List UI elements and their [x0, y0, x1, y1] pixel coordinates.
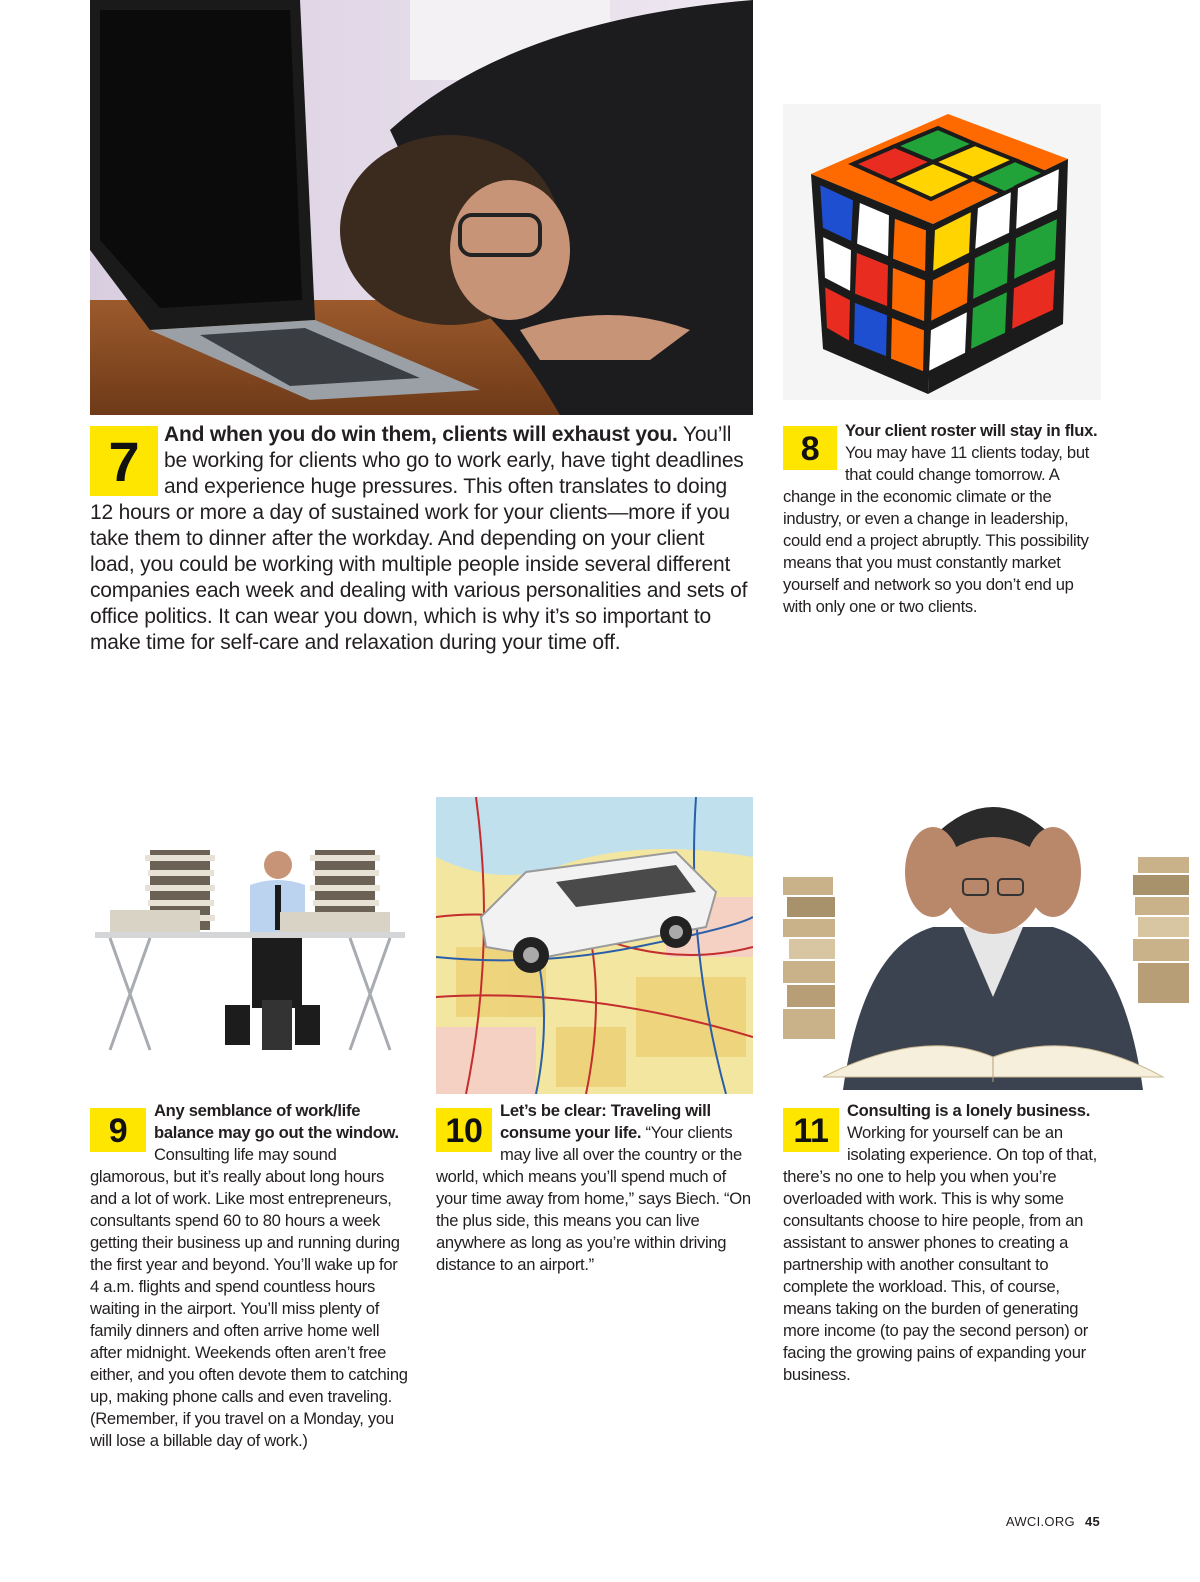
article-8 — [783, 420, 1101, 618]
photo-man-asleep-on-laptop — [90, 0, 753, 415]
number-badge: 9 — [90, 1108, 146, 1152]
article-11 — [783, 1100, 1101, 1386]
photo-man-at-desk-with-paper-stacks — [90, 840, 410, 1060]
article-lead: Your client roster will stay in flux. — [845, 421, 1098, 440]
article-body: You’ll be working for clients who go to work early, have tight deadlines and experience huge pressures. This often translates to doing 12 hours or more a day of sustained work for your clients—more if you take them to dinner after the workday. And depending on your client load, you could be working with multiple people inside several different companies each week and dealing with various personalities and sets of office politics. It can wear you down, which is why it’s so important to make time for self-care and relaxation during your time off. — [90, 423, 748, 654]
article-lead: And when you do win them, clients will exhaust you. — [164, 423, 678, 446]
photo-man-reading-book-stressed — [783, 797, 1189, 1090]
page-footer — [1006, 1514, 1100, 1529]
article-body: You may have 11 clients today, but that could change tomorrow. A change in the economic climate or the industry, or even a change in leadership, could end a project abruptly. This possibility means that you must constantly market yourself and network so you don’t end up with only one or two clients. — [783, 443, 1090, 616]
article-10 — [436, 1100, 754, 1276]
article-body: Working for yourself can be an isolating experience. On top of that, there’s no one to help you when you’re overloaded with work. This is why some consultants choose to hire people, from an assistant to answer phones to creating a partnership with another consultant to complete the workload. This, of course, means taking on the burden of generating more income (to pay the second person) or facing the growing pains of expanding your business. — [783, 1123, 1097, 1384]
photo-toy-car-on-map — [436, 797, 753, 1094]
article-9 — [90, 1100, 408, 1452]
article-lead: Consulting is a lonely business. — [847, 1101, 1091, 1120]
number-badge: 10 — [436, 1108, 492, 1152]
article-7 — [90, 422, 753, 656]
article-lead: Any semblance of work/life balance may go out the window. — [154, 1101, 399, 1142]
footer-site: AWCI.ORG — [1005, 1514, 1075, 1529]
photo-rubiks-cube — [783, 104, 1101, 400]
article-body: “Your clients may live all over the country or the world, which means you’ll spend much of your time away from home,” says Biech. “On the plus side, this means you can live anywhere as long as you’re within driving distance to an airport.” — [436, 1123, 751, 1274]
number-badge: 8 — [783, 426, 837, 470]
article-body: Consulting life may sound glamorous, but it’s really about long hours and a lot of work. Like most entrepreneurs, consultants spend 60 to 80 hours a week getting their business up and running during the first year and beyond. You’ll wake up for 4 a.m. flights and spend countless hours waiting in the airport. You’ll miss plenty of family dinners and often arrive home well after midnight. Weekends often aren’t free either, and you often devote them to catching up, making phone calls and even traveling. (Remember, if you travel on a Monday, you will lose a billable day of work.) — [90, 1145, 408, 1450]
number-badge: 7 — [90, 426, 158, 496]
article-lead: Let’s be clear: Traveling will consume your life. — [500, 1101, 711, 1142]
page-number: 45 — [1084, 1514, 1100, 1529]
number-badge: 11 — [783, 1108, 839, 1152]
